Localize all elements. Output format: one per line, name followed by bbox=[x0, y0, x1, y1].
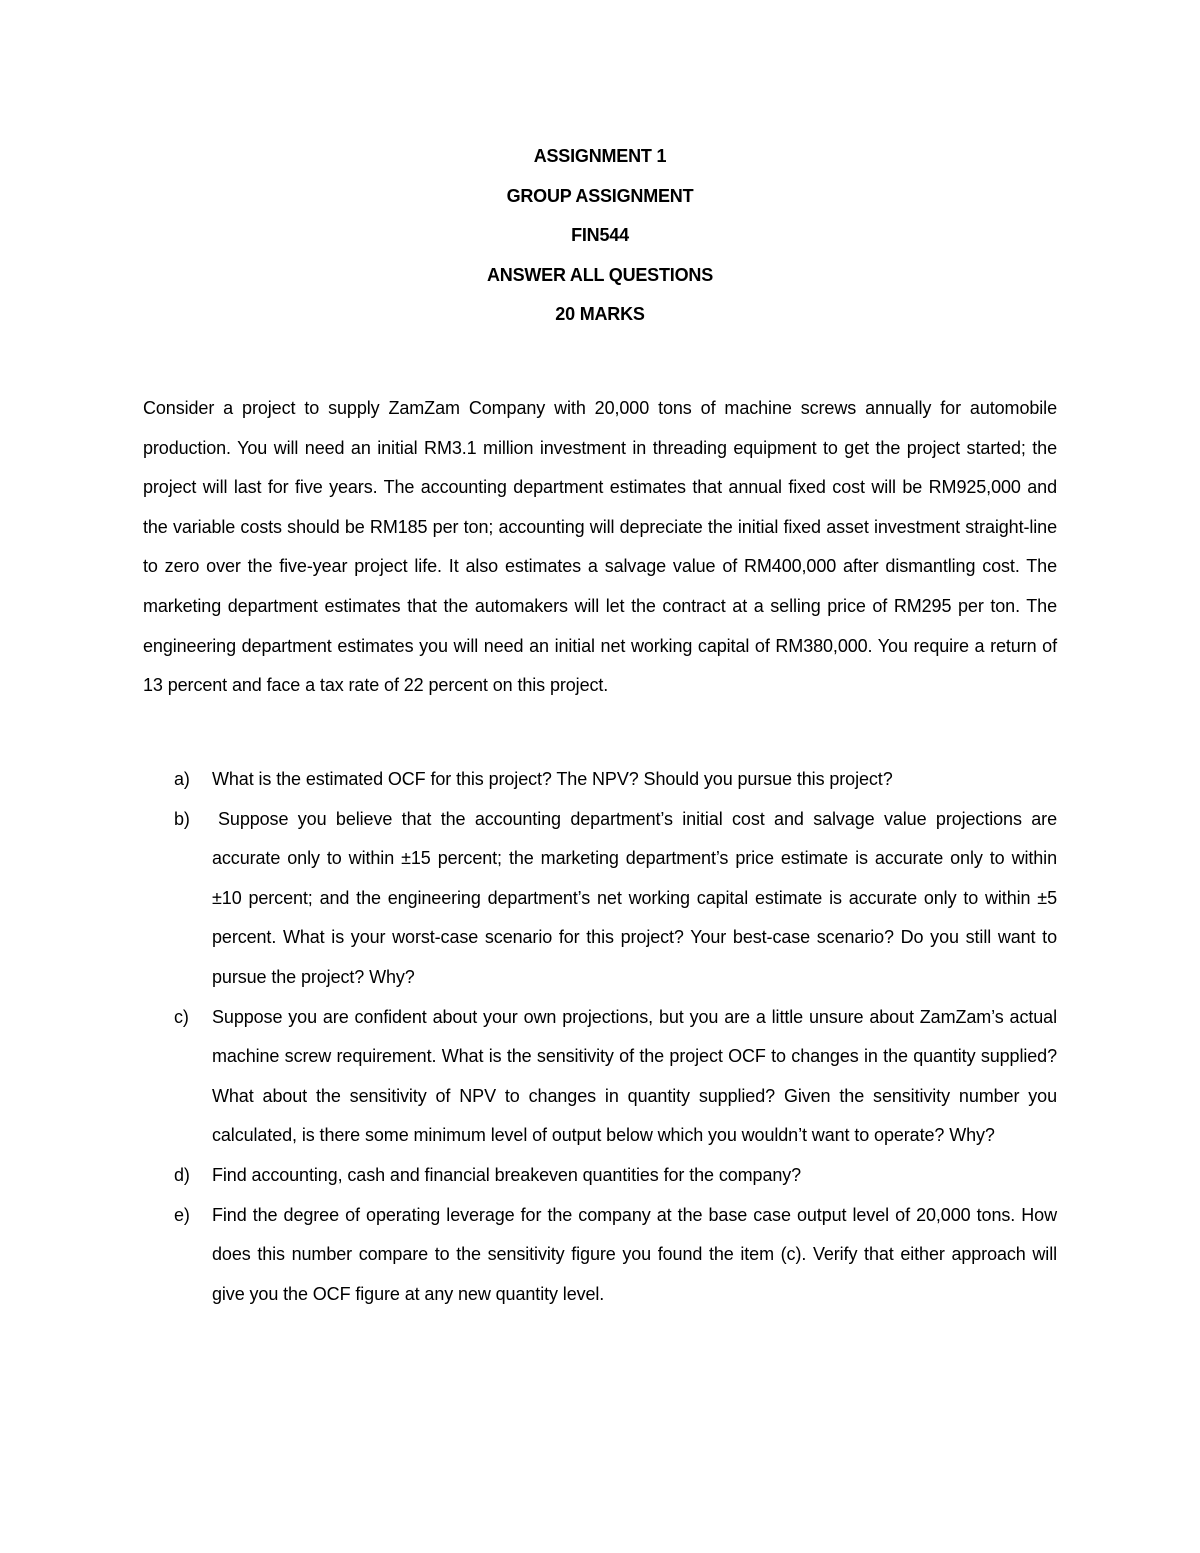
total-marks: 20 MARKS bbox=[555, 304, 645, 324]
question-text: Suppose you are confident about your own projections, but you are a little unsure about ZamZam’s actual machine screw requirement. What is the sensitivity of the project OCF to changes in the quantity supplied? What about the sensitivity of NPV to changes in quantity supplied? Given the sensitivity number you calculated, is there some minimum level of output below which you wouldn’t want to operate? Why? bbox=[212, 1006, 1057, 1146]
question-marker: c) bbox=[174, 1006, 189, 1027]
question-text: What is the estimated OCF for this project? The NPV? Should you pursue this project? bbox=[212, 769, 893, 789]
question-item-b bbox=[143, 800, 1057, 998]
question-item-c bbox=[143, 998, 1057, 1156]
course-code: FIN544 bbox=[571, 225, 629, 245]
question-marker: e) bbox=[174, 1204, 190, 1225]
question-marker: a) bbox=[174, 769, 190, 789]
question-text: Find accounting, cash and financial breakeven quantities for the company? bbox=[212, 1164, 802, 1185]
assignment-type: GROUP ASSIGNMENT bbox=[506, 185, 694, 206]
assignment-title: ASSIGNMENT 1 bbox=[533, 146, 667, 166]
intro-paragraph: Consider a project to supply ZamZam Company with 20,000 tons of machine screws annually for automobile production. You will need an initial RM3.1 million investment in threading equipment to get the project started; the project will last for five years. The accounting department estimates that annual fixed cost will be RM925,000 and the variable costs should be RM185 per ton; accounting will depreciate the initial fixed asset investment straight-line to zero over the five-year project life. It also estimates a salvage value of RM400,000 after dismantling cost. The marketing department estimates that the automakers will let the contract at a selling price of RM295 per ton. The engineering department estimates you will need an initial net working capital of RM380,000. You require a return of 13 percent and face a tax rate of 22 percent on this project. bbox=[143, 398, 1057, 696]
question-item-a bbox=[143, 760, 1057, 800]
question-text: Suppose you believe that the accounting department’s initial cost and salvage value projections are accurate only to within ±15 percent; the marketing department’s price estimate is accurate only to within ±10 percent; and the engineering department’s net working capital estimate is accurate only to within ±5 percent. What is your worst-case scenario for this project? Your best-case scenario? Do you still want to pursue the project? Why? bbox=[212, 808, 1057, 987]
question-text: Find the degree of operating leverage for the company at the base case output level of 20,000 tons. How does this number compare to the sensitivity figure you found the item (c). Verify that either approach will give you the OCF figure at any new quantity level. bbox=[212, 1204, 1057, 1304]
question-item-d bbox=[143, 1156, 1057, 1196]
question-list bbox=[143, 760, 1057, 1314]
question-marker: b) bbox=[174, 808, 190, 829]
instructions: ANSWER ALL QUESTIONS bbox=[486, 264, 713, 285]
document-header bbox=[0, 137, 1200, 335]
question-marker: d) bbox=[174, 1164, 190, 1185]
question-item-e bbox=[143, 1196, 1057, 1315]
